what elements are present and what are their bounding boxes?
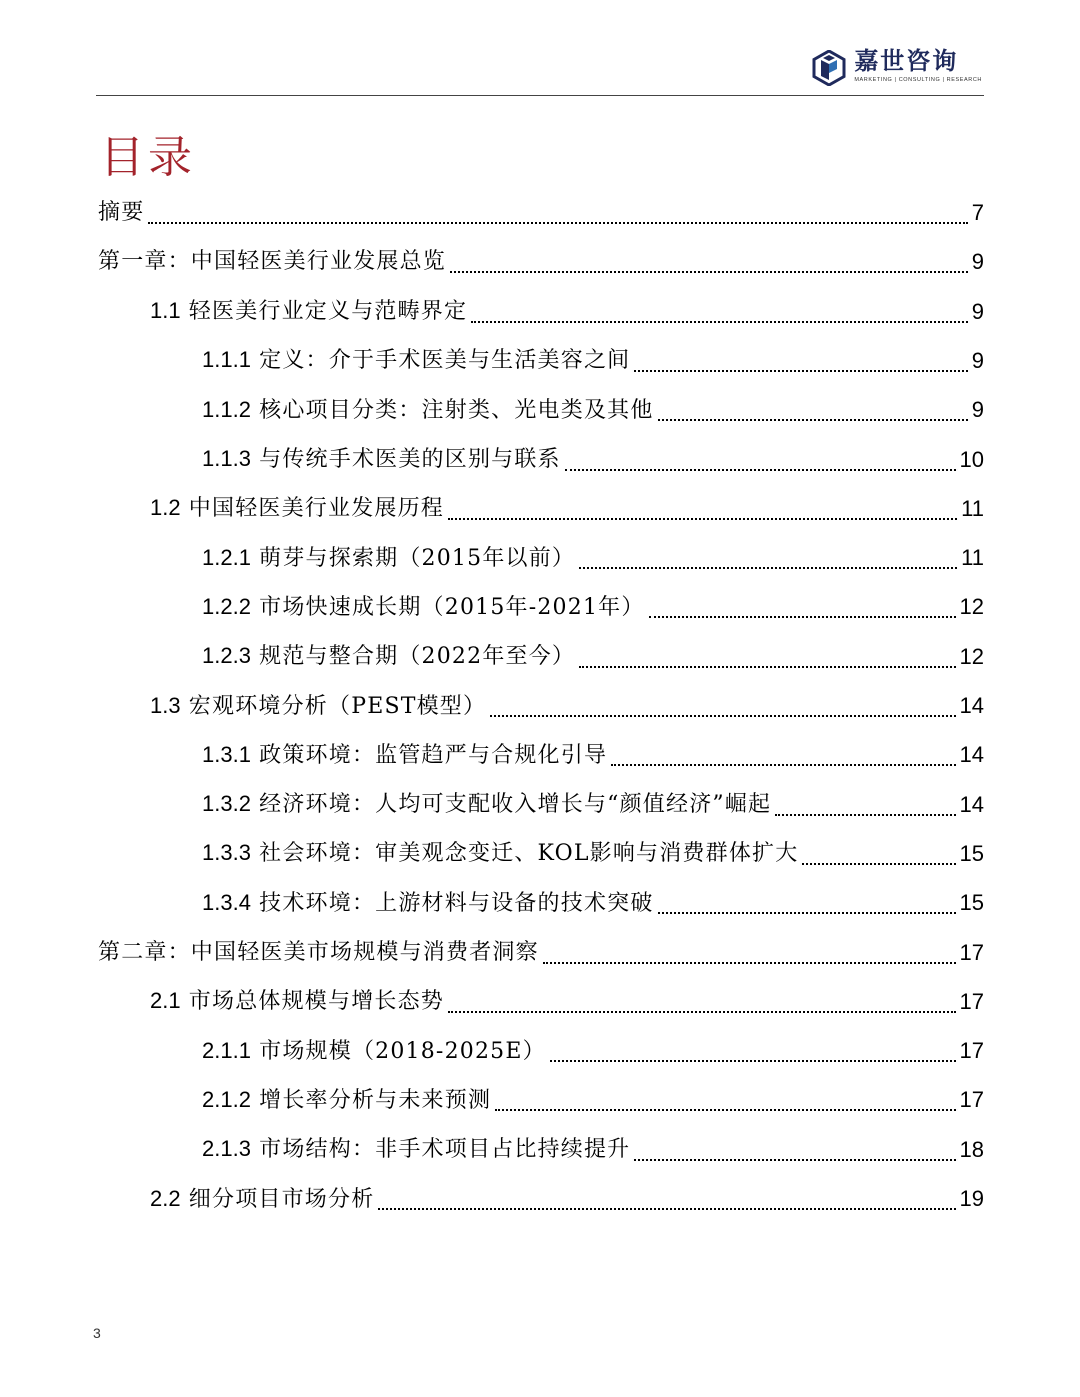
toc-entry[interactable] (150, 489, 984, 529)
toc-leader-dots (802, 863, 955, 865)
toc-entry-number: 1.1.2 (202, 396, 251, 422)
toc-entry-number: 1.3 (150, 692, 181, 718)
toc-entry-label (202, 390, 654, 431)
toc-entry-text: 市场结构：非手术项目占比持续提升 (259, 1137, 631, 1163)
toc-entry-label (202, 833, 798, 874)
toc-entry-text: 第二章：中国轻医美市场规模与消费者洞察 (98, 939, 539, 965)
toc-entry[interactable] (202, 1130, 984, 1170)
toc-entry-page: 12 (959, 643, 984, 669)
logo-tagline: MARKETING | CONSULTING | RESEARCH (854, 77, 982, 83)
toc-entry-number: 2.1.1 (202, 1037, 251, 1063)
toc-entry-number: 1.2 (150, 495, 181, 521)
toc-entry-text: 宏观环境分析（PEST模型） (188, 693, 487, 719)
toc-entry-number: 1.2.3 (202, 643, 251, 669)
toc-entry-text: 与传统手术医美的区别与联系 (259, 447, 561, 472)
toc-entry-page: 14 (959, 791, 984, 817)
toc-entry[interactable] (202, 538, 984, 578)
toc-leader-dots (543, 962, 956, 964)
toc-entry-text: 定义：介于手术医美与生活美容之间 (259, 348, 631, 374)
toc-entry-label (98, 242, 446, 282)
toc-leader-dots (148, 222, 967, 224)
toc-entry-number: 2.1 (150, 988, 181, 1014)
toc-entry[interactable] (150, 982, 984, 1022)
toc-entry-page: 17 (959, 939, 984, 965)
toc-leader-dots (550, 1060, 956, 1062)
toc-leader-dots (579, 666, 955, 668)
toc-entry[interactable] (202, 587, 984, 627)
toc-leader-dots (565, 469, 956, 471)
toc-entry-page: 17 (959, 1038, 984, 1064)
toc-entry-page: 9 (971, 397, 984, 423)
toc-entry-text: 中国轻医美行业发展历程 (188, 496, 444, 522)
toc-entry-page: 12 (959, 594, 984, 620)
toc-leader-dots (448, 1011, 956, 1013)
toc-entry-page: 9 (971, 347, 984, 373)
toc-leader-dots (471, 321, 968, 323)
toc-entry[interactable] (202, 735, 984, 775)
page-number: 3 (93, 1325, 101, 1341)
toc-entry-text: 核心项目分类：注射类、光电类及其他 (259, 397, 654, 423)
toc-entry-page: 17 (959, 1087, 984, 1113)
toc-entry-page: 19 (959, 1186, 984, 1211)
toc-entry-text: 增长率分析与未来预测 (259, 1087, 492, 1113)
toc-entry-text: 技术环境：上游材料与设备的技术突破 (259, 890, 654, 916)
toc-entry-label (202, 538, 575, 579)
toc-entry-text: 市场规模（2018-2025E） (259, 1038, 546, 1064)
toc-entry-text: 规范与整合期（2022年至今） (259, 644, 576, 670)
toc-title: 目录 (100, 132, 196, 183)
toc-entry-label (202, 735, 607, 776)
toc-entry-text: 轻医美行业定义与范畴界定 (188, 299, 468, 325)
toc-entry-number: 1.1.3 (202, 446, 251, 471)
toc-entry-number: 2.1.2 (202, 1086, 251, 1112)
toc-entry-label (150, 686, 486, 727)
toc-entry-page: 11 (961, 495, 984, 521)
toc-entry-label (98, 933, 539, 973)
toc-entry-number: 1.2.2 (202, 593, 251, 619)
toc-leader-dots (378, 1208, 955, 1210)
toc-entry-text: 社会环境：审美观念变迁、KOL影响与消费群体扩大 (259, 841, 799, 867)
toc-entry-text: 细分项目市场分析 (188, 1186, 375, 1212)
toc-entry-page: 17 (959, 988, 984, 1014)
toc-entry[interactable] (202, 390, 984, 430)
toc-entry[interactable] (202, 1080, 984, 1120)
toc-entry-number: 1.1 (150, 298, 181, 324)
toc-entry-label (202, 1080, 491, 1121)
toc-entry-page: 9 (971, 249, 984, 275)
toc-entry[interactable] (202, 883, 984, 923)
toc-leader-dots (579, 567, 957, 569)
toc-entry[interactable] (150, 292, 984, 332)
toc-entry-text: 第一章：中国轻医美行业发展总览 (98, 249, 447, 275)
toc-entry-page: 9 (971, 298, 984, 324)
toc-leader-dots (611, 764, 955, 766)
toc-entry-label (150, 291, 467, 332)
toc-entry-number: 2.2 (150, 1185, 181, 1211)
toc-entry[interactable] (202, 785, 984, 825)
toc-leader-dots (649, 616, 956, 618)
toc-entry-number: 1.3.2 (202, 791, 251, 817)
toc-entry[interactable] (98, 193, 984, 233)
toc-entry-label (202, 1031, 546, 1072)
toc-entry-number: 1.2.1 (202, 544, 251, 570)
toc-leader-dots (775, 814, 955, 816)
toc-leader-dots (448, 518, 957, 520)
logo-chinese-name: 嘉世咨询 (854, 47, 959, 75)
toc-entry[interactable] (202, 637, 984, 677)
toc-entry-page: 15 (959, 890, 984, 916)
toc-entry[interactable] (150, 686, 984, 726)
toc-entry-text: 摘要 (98, 200, 145, 225)
toc-entry[interactable] (98, 933, 984, 973)
toc-entry-label (202, 883, 654, 924)
toc-entry-text: 萌芽与探索期（2015年以前） (259, 545, 576, 571)
page-header (0, 0, 1080, 100)
company-logo (812, 46, 982, 86)
toc-entry-label (150, 1179, 374, 1220)
toc-entry-number: 1.1.1 (202, 347, 251, 373)
toc-leader-dots (634, 370, 967, 372)
toc-leader-dots (495, 1109, 955, 1111)
toc-entry-label (202, 784, 771, 825)
toc-entry-page: 14 (959, 742, 984, 768)
toc-entry-page: 18 (959, 1136, 984, 1162)
toc-leader-dots (490, 715, 955, 717)
toc-entry[interactable] (98, 242, 984, 282)
toc-leader-dots (658, 912, 956, 914)
toc-entry[interactable] (202, 440, 984, 480)
toc-entry-label (202, 587, 645, 628)
toc-entry-text: 市场快速成长期（2015年-2021年） (259, 594, 645, 620)
toc-entry-label (150, 981, 444, 1022)
toc-entry-number: 2.1.3 (202, 1136, 251, 1162)
toc-entry-page: 11 (961, 545, 984, 571)
toc-entry-label (202, 340, 630, 381)
toc-entry[interactable] (202, 834, 984, 874)
toc-entry[interactable] (202, 1031, 984, 1071)
toc-entry-page: 14 (959, 693, 984, 718)
toc-entry-page: 15 (959, 840, 984, 866)
toc-entry-label (202, 439, 561, 480)
logo-mark-icon (812, 50, 846, 86)
toc-entry-text: 市场总体规模与增长态势 (188, 989, 444, 1015)
header-divider (96, 95, 984, 96)
toc-entry-text: 经济环境：人均可支配收入增长与“颜值经济”崛起 (259, 792, 772, 818)
toc-leader-dots (634, 1159, 955, 1161)
toc-entry[interactable] (150, 1179, 984, 1219)
toc-entry-text: 政策环境：监管趋严与合规化引导 (259, 742, 608, 768)
toc-entry-number: 1.3.4 (202, 889, 251, 915)
toc-entry-number: 1.3.3 (202, 840, 251, 866)
toc-leader-dots (658, 419, 968, 421)
toc-entry-number: 1.3.1 (202, 741, 251, 767)
toc-entry-label (150, 488, 444, 529)
toc-entry[interactable] (202, 341, 984, 381)
toc-entry-label (202, 636, 575, 677)
toc-entry-label (98, 193, 144, 233)
toc-entry-page: 10 (959, 446, 984, 472)
toc-leader-dots (450, 271, 968, 273)
toc-entry-label (202, 1129, 630, 1170)
toc-entry-page: 7 (971, 200, 984, 225)
